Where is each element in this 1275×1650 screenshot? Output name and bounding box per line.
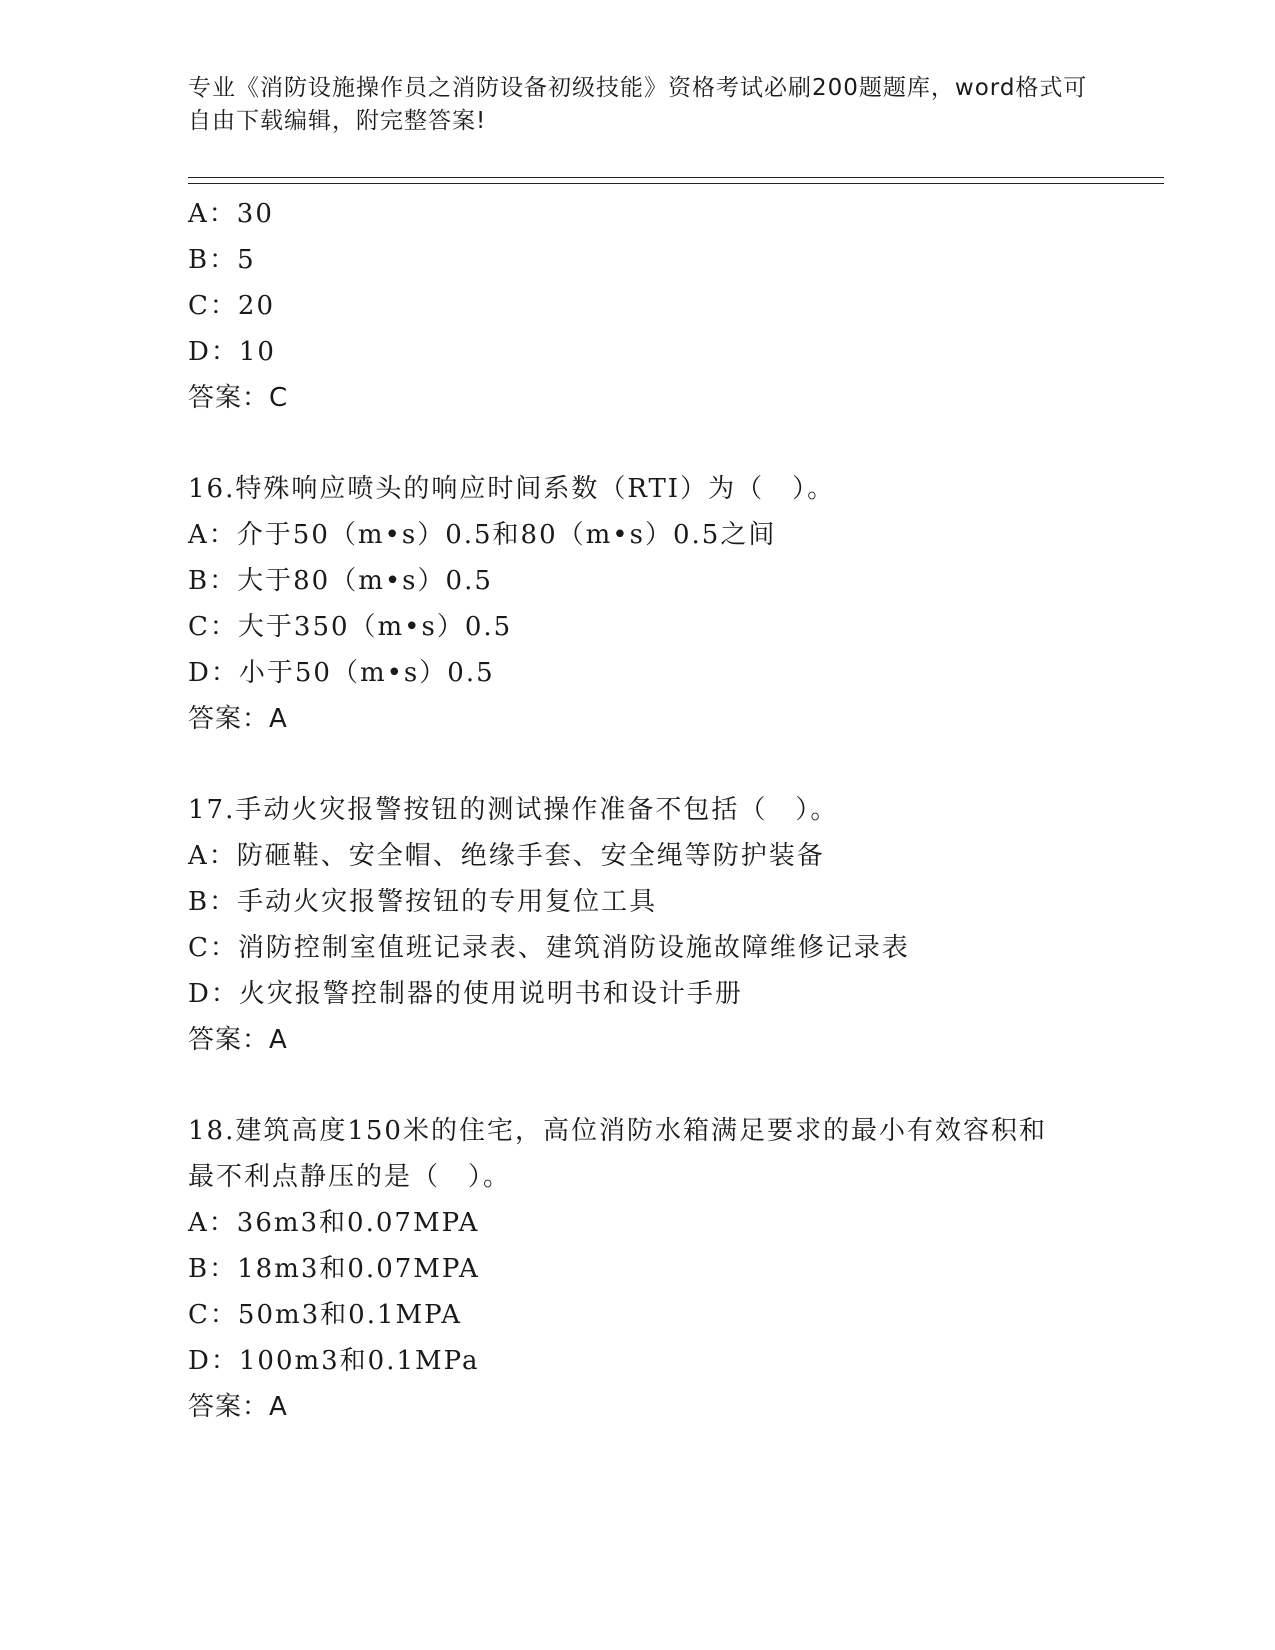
option-letter: D：	[188, 658, 239, 688]
option-letter: C：	[188, 291, 238, 321]
document-header	[188, 72, 1088, 138]
option-text: 20	[237, 291, 275, 321]
option-c	[188, 283, 1088, 329]
option-text: 100m3和0.1MPa	[238, 1346, 480, 1376]
option-letter: C：	[188, 1300, 238, 1330]
header-divider-top	[188, 177, 1164, 178]
option-text: 10	[238, 337, 276, 367]
option-text: 大于80（m•s）0.5	[237, 566, 493, 596]
option-text: 手动火灾报警按钮的专用复位工具	[237, 887, 658, 917]
option-letter: A：	[188, 1208, 237, 1238]
option-letter: A：	[188, 199, 237, 229]
option-text: 火灾报警控制器的使用说明书和设计手册	[238, 979, 743, 1009]
option-letter: D：	[188, 1346, 239, 1376]
option-text: 大于350（m•s）0.5	[237, 612, 513, 642]
answer-line: 答案：A	[188, 704, 288, 734]
option-text: 18m3和0.07MPA	[237, 1254, 480, 1284]
option-letter: C：	[188, 933, 238, 963]
question-block-17	[188, 787, 1088, 1063]
option-text: 介于50（m•s）0.5和80（m•s）0.5之间	[236, 520, 777, 550]
header-divider-bottom	[188, 183, 1164, 184]
option-b	[188, 237, 1088, 283]
option-c	[188, 1292, 1088, 1338]
question-block-18	[188, 1108, 1088, 1430]
option-letter: B：	[188, 1254, 238, 1284]
option-c	[188, 604, 1088, 650]
spacer	[188, 1063, 1088, 1108]
option-text: 5	[237, 245, 256, 275]
option-d	[188, 1338, 1088, 1384]
option-d	[188, 971, 1088, 1017]
spacer	[188, 421, 1088, 466]
question-stem: 16.特殊响应喷头的响应时间系数（RTI）为（ ）。	[188, 474, 836, 504]
option-b	[188, 879, 1088, 925]
option-text: 防砸鞋、安全帽、绝缘手套、安全绳等防护装备	[236, 841, 825, 871]
question-stem: 17.手动火灾报警按钮的测试操作准备不包括（ ）。	[188, 795, 839, 825]
option-b	[188, 558, 1088, 604]
option-text: 小于50（m•s）0.5	[238, 658, 495, 688]
option-letter: B：	[188, 245, 238, 275]
header-text: 专业《消防设施操作员之消防设备初级技能》资格考试必刷200题题库，word格式可自由下载编辑，附完整答案!	[188, 75, 1088, 134]
option-letter: A：	[188, 520, 237, 550]
option-letter: A：	[188, 841, 237, 871]
answer-line: 答案：A	[188, 1025, 288, 1055]
option-a	[188, 833, 1088, 879]
option-a	[188, 1200, 1088, 1246]
option-a	[188, 191, 1088, 237]
option-d	[188, 650, 1088, 696]
question-block-15	[188, 191, 1088, 421]
option-letter: D：	[188, 979, 239, 1009]
option-c	[188, 925, 1088, 971]
question-block-16	[188, 466, 1088, 742]
option-d	[188, 329, 1088, 375]
answer-line: 答案：A	[188, 1392, 288, 1422]
answer-line: 答案：C	[188, 383, 289, 413]
spacer	[188, 742, 1088, 787]
option-text: 36m3和0.07MPA	[236, 1208, 480, 1238]
option-a	[188, 512, 1088, 558]
question-stem-line-2: 最不利点静压的是（ ）。	[188, 1162, 512, 1192]
option-letter: B：	[188, 566, 238, 596]
option-b	[188, 1246, 1088, 1292]
option-text: 30	[236, 199, 274, 229]
question-list	[188, 191, 1088, 1430]
option-text: 消防控制室值班记录表、建筑消防设施故障维修记录表	[237, 933, 910, 963]
option-letter: D：	[188, 337, 239, 367]
question-stem-line-1: 18.建筑高度150米的住宅，高位消防水箱满足要求的最小有效容积和	[188, 1116, 1047, 1146]
option-text: 50m3和0.1MPA	[237, 1300, 463, 1330]
option-letter: B：	[188, 887, 238, 917]
option-letter: C：	[188, 612, 238, 642]
